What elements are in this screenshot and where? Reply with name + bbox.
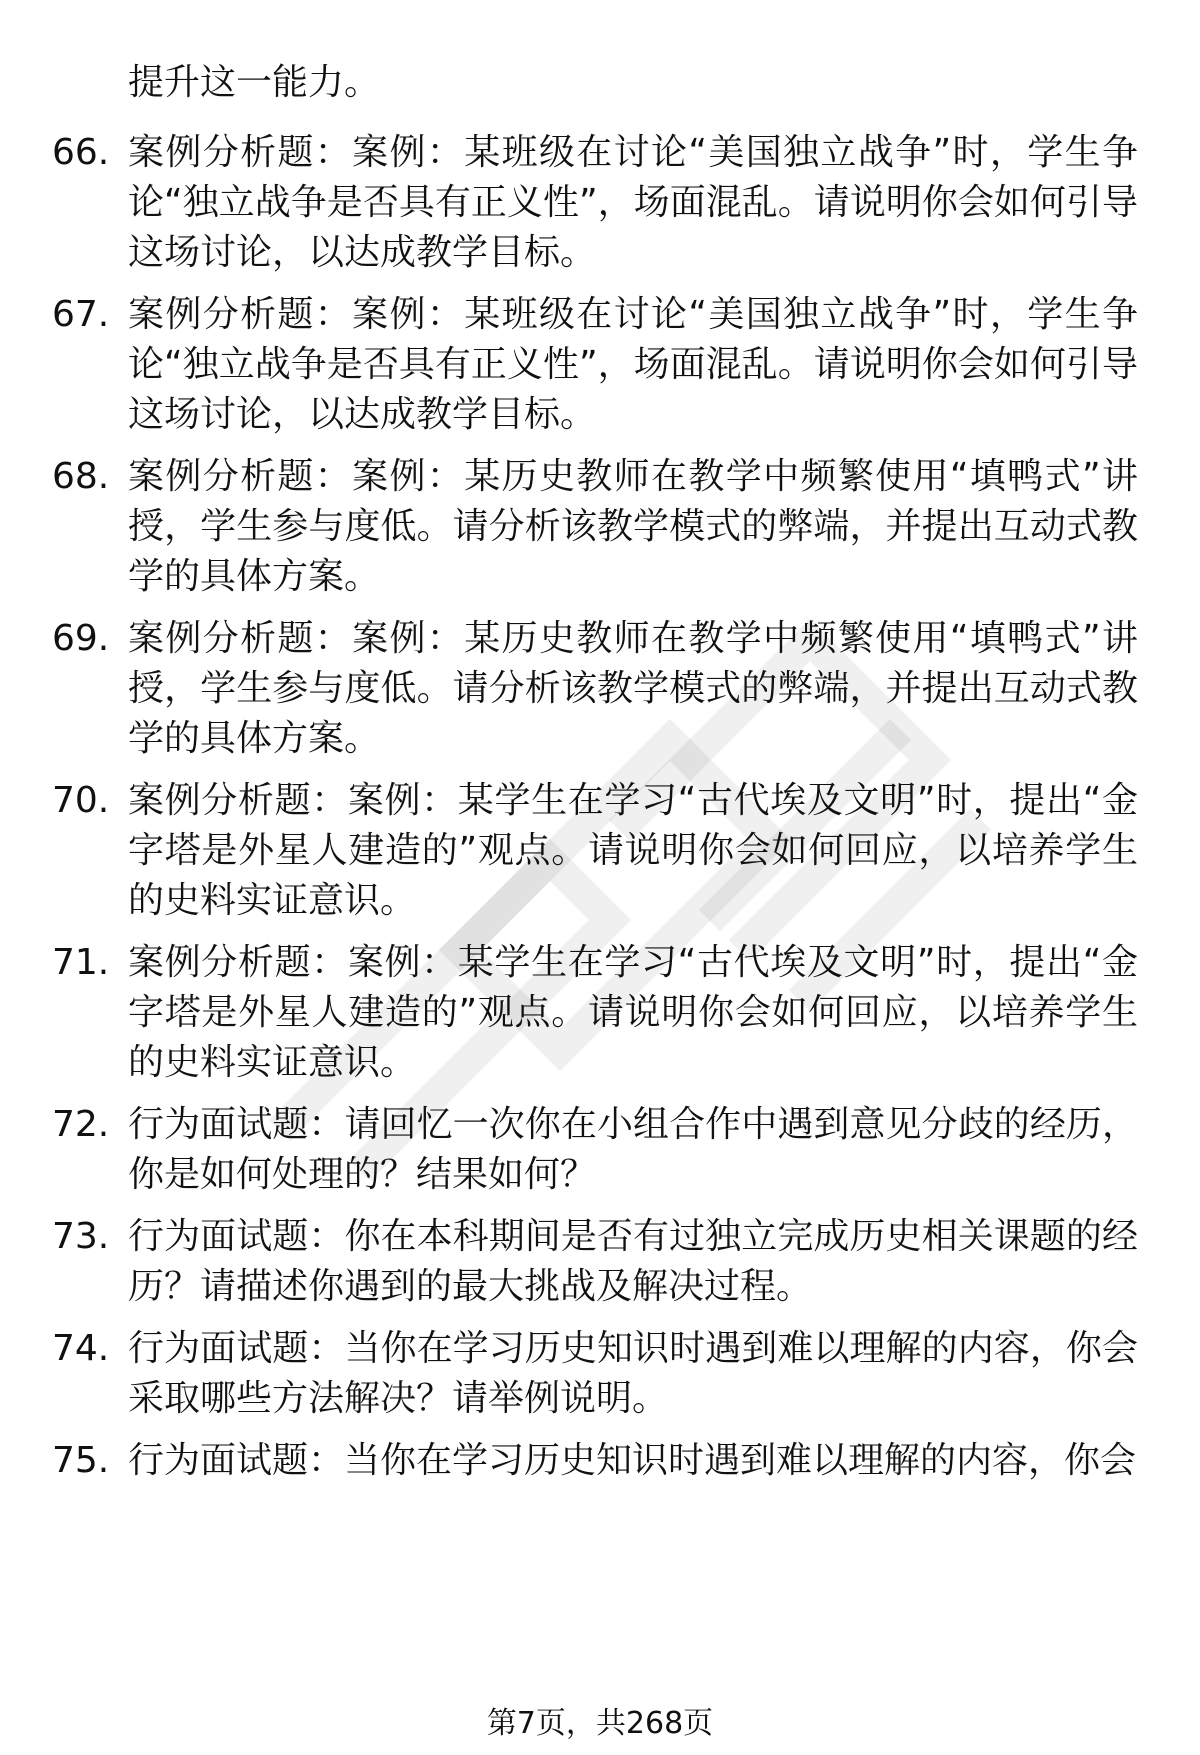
question-number: 69. <box>52 618 110 659</box>
question-number: 67. <box>52 294 110 335</box>
question-number: 72. <box>52 1104 110 1145</box>
question-text: 案例分析题：案例：某学生在学习“古代埃及文明”时，提出“金字塔是外星人建造的”观点。请说明你会如何回应，以培养学生的史料实证意识。 <box>128 942 1138 1083</box>
question-number: 75. <box>52 1440 110 1481</box>
question-text: 行为面试题：当你在学习历史知识时遇到难以理解的内容，你会 <box>128 1440 1137 1481</box>
question-text: 案例分析题：案例：某历史教师在教学中频繁使用“填鸭式”讲授，学生参与度低。请分析该教学模式的弊端，并提出互动式教学的具体方案。 <box>128 618 1138 759</box>
question-number: 74. <box>52 1328 110 1369</box>
question-text: 行为面试题：请回忆一次你在小组合作中遇到意见分歧的经历，你是如何处理的？结果如何？ <box>128 1104 1138 1195</box>
question-text: 案例分析题：案例：某历史教师在教学中频繁使用“填鸭式”讲授，学生参与度低。请分析该教学模式的弊端，并提出互动式教学的具体方案。 <box>128 456 1138 597</box>
question-number: 68. <box>52 456 110 497</box>
question-text: 案例分析题：案例：某班级在讨论“美国独立战争”时，学生争论“独立战争是否具有正义性”，场面混乱。请说明你会如何引导这场讨论，以达成教学目标。 <box>128 294 1138 435</box>
question-text: 行为面试题：当你在学习历史知识时遇到难以理解的内容，你会采取哪些方法解决？请举例说明。 <box>128 1328 1138 1419</box>
question-number: 73. <box>52 1216 110 1257</box>
question-text: 案例分析题：案例：某班级在讨论“美国独立战争”时，学生争论“独立战争是否具有正义性”，场面混乱。请说明你会如何引导这场讨论，以达成教学目标。 <box>128 132 1138 273</box>
question-number: 70. <box>52 780 110 821</box>
question-number: 71. <box>52 942 110 983</box>
question-number: 66. <box>52 132 110 173</box>
question-text: 行为面试题：你在本科期间是否有过独立完成历史相关课题的经历？请描述你遇到的最大挑战及解决过程。 <box>128 1216 1138 1307</box>
question-text: 案例分析题：案例：某学生在学习“古代埃及文明”时，提出“金字塔是外星人建造的”观点。请说明你会如何回应，以培养学生的史料实证意识。 <box>128 780 1138 921</box>
continuation-text: 提升这一能力。 <box>128 62 381 103</box>
page-number-footer: 第7页，共268页 <box>486 1706 714 1741</box>
